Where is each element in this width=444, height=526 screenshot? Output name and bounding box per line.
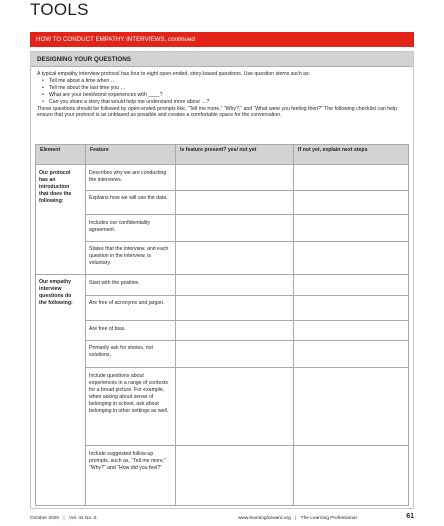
footer-separator: | [295, 516, 297, 521]
element-label: Our empathy interview questions do the following: [39, 279, 73, 306]
section-heading: TOOLS [30, 0, 89, 19]
group-divider [35, 274, 409, 275]
stem-item: • Can you share a story that would help me understand more about …? [42, 99, 407, 106]
feature-cell: Includes our confidentiality agreement. [89, 220, 151, 233]
footer-volume: Vol. 41 No. 5 [69, 516, 97, 521]
article-title: HOW TO CONDUCT EMPATHY INTERVIEWS, [36, 36, 167, 43]
feature-cell: Explains how we will use the data. [89, 195, 168, 201]
header-next-steps: If not yet, explain next steps [298, 147, 368, 153]
column-divider [293, 144, 294, 506]
footer-publication-name: The Learning Professional [300, 516, 357, 521]
column-divider [85, 144, 86, 506]
table-border-right [408, 144, 409, 506]
article-title-bar [30, 32, 414, 47]
element-label: Our protocol has an introduction that does the following: [39, 170, 72, 204]
row-divider [85, 445, 409, 446]
header-feature: Feature [90, 147, 109, 153]
checklist-table [35, 144, 409, 506]
row-divider [85, 295, 409, 296]
row-divider [85, 214, 409, 215]
page-number: 61 [406, 513, 414, 520]
column-divider [175, 144, 176, 506]
feature-cell: Include questions about experiences in a range of contexts for a broad picture. For example, when asking about sense of belonging in school, ask about belonging in other settings as well. [89, 373, 169, 414]
table-border-bottom [35, 505, 409, 506]
feature-cell: Primarily ask for stories, not solutions. [89, 345, 153, 358]
continued-label: continued [167, 36, 195, 43]
footer-url: www.learningforward.org [238, 516, 291, 521]
footer-publication [238, 516, 357, 521]
stem-item: • Tell me about a time when … [42, 78, 407, 85]
box-title: DESIGNING YOUR QUESTIONS [31, 52, 413, 67]
row-divider [85, 367, 409, 368]
row-divider [85, 190, 409, 191]
question-stems-list [37, 78, 407, 106]
feature-cell: Are free of acronyms and jargon. [89, 300, 165, 306]
table-border-left [35, 144, 36, 506]
row-divider [85, 320, 409, 321]
stem-item: • Tell me about the last time you … [42, 85, 407, 92]
row-divider [85, 340, 409, 341]
outro-paragraph: These questions should be followed by open-ended prompts like, “Tell me more,” “Why?,” and “What were you feeling then?” The following checklist can help ensure that your protocol is as unbiased as possible and creates a comfortable space for the conversation. [37, 105, 398, 119]
stem-item: • What are your best/worst experiences with ____? [42, 92, 407, 99]
checklist-box [30, 51, 414, 509]
table-header-row [35, 144, 409, 165]
feature-cell: Describes why we are conducting the interviews. [89, 170, 167, 183]
intro-paragraph: A typical empathy interview protocol has four to eight open-ended, story-based questions. Use question stems such as: [37, 71, 311, 77]
feature-cell: States that the interview, and each question in the interview, is voluntary. [89, 246, 169, 266]
header-element: Element [40, 147, 61, 153]
footer-issue [30, 516, 96, 521]
feature-cell: Include suggested follow-up prompts, such as, “Tell me more,” “Why?” and “How did you feel?” [89, 451, 166, 471]
feature-cell: Start with the positive. [89, 280, 140, 286]
intro-text [31, 67, 413, 119]
feature-cell: Are free of bias. [89, 326, 126, 332]
header-present: Is feature present? yes/ not yet [180, 147, 257, 153]
footer-date: October 2020 [30, 516, 60, 521]
row-divider [85, 241, 409, 242]
footer-separator: | [63, 516, 65, 521]
